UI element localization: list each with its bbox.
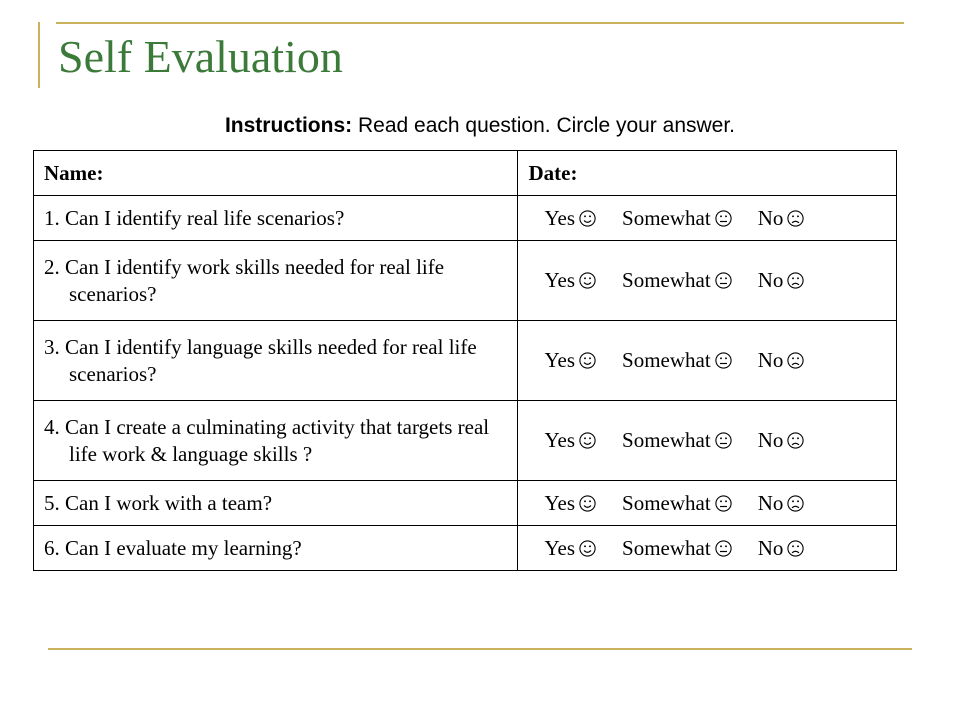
answer-yes[interactable] bbox=[544, 428, 596, 453]
name-cell[interactable]: Name: bbox=[34, 151, 518, 196]
question-cell bbox=[34, 196, 518, 241]
answer-somewhat[interactable] bbox=[622, 268, 732, 293]
question-text: 5. Can I work with a team? bbox=[44, 490, 273, 515]
answer-options bbox=[528, 428, 886, 453]
answer-label: Somewhat bbox=[622, 490, 711, 515]
question-text: 1. Can I identify real life scenarios? bbox=[44, 205, 345, 230]
decorative-bottom-line bbox=[48, 648, 912, 650]
answer-label: Somewhat bbox=[622, 348, 711, 372]
date-cell[interactable]: Date: bbox=[518, 151, 897, 196]
answer-no[interactable] bbox=[758, 491, 805, 516]
sad-face-icon bbox=[787, 540, 804, 557]
answer-label: No bbox=[757, 348, 784, 372]
sad-face-icon bbox=[787, 432, 804, 449]
sad-face-icon bbox=[787, 272, 804, 289]
smiley-face-icon bbox=[579, 210, 596, 227]
answer-label: No bbox=[757, 205, 784, 230]
decorative-top-line bbox=[56, 22, 904, 24]
answer-options bbox=[528, 268, 886, 293]
neutral-face-icon bbox=[715, 432, 732, 449]
neutral-face-icon bbox=[715, 272, 732, 289]
table-row bbox=[34, 321, 897, 401]
answer-label: Somewhat bbox=[622, 428, 711, 452]
question-text: 3. Can I identify language skills needed for real life scenarios? bbox=[44, 335, 477, 386]
sad-face-icon bbox=[787, 495, 804, 512]
answer-somewhat[interactable] bbox=[622, 206, 732, 231]
answer-yes[interactable] bbox=[544, 348, 596, 373]
instructions bbox=[0, 114, 960, 138]
answer-label: Somewhat bbox=[622, 205, 711, 230]
answer-label: Yes bbox=[544, 535, 576, 560]
smiley-face-icon bbox=[579, 352, 596, 369]
answer-label: No bbox=[757, 535, 784, 560]
question-text: 2. Can I identify work skills needed for real life scenarios? bbox=[44, 255, 445, 306]
table-row bbox=[34, 241, 897, 321]
answer-cell bbox=[518, 321, 897, 401]
answer-label: No bbox=[757, 428, 784, 452]
answer-no[interactable] bbox=[758, 428, 805, 453]
answer-cell bbox=[518, 241, 897, 321]
answer-label: Yes bbox=[544, 490, 576, 515]
instructions-text: Read each question. Circle your answer. bbox=[352, 114, 736, 137]
question-cell bbox=[34, 526, 518, 571]
table-row bbox=[34, 526, 897, 571]
answer-somewhat[interactable] bbox=[622, 491, 732, 516]
answer-somewhat[interactable] bbox=[622, 348, 732, 373]
neutral-face-icon bbox=[715, 210, 732, 227]
answer-cell bbox=[518, 401, 897, 481]
answer-label: Yes bbox=[544, 268, 576, 292]
answer-options bbox=[528, 206, 886, 231]
smiley-face-icon bbox=[579, 432, 596, 449]
answer-yes[interactable] bbox=[544, 536, 596, 561]
sad-face-icon bbox=[787, 210, 804, 227]
answer-somewhat[interactable] bbox=[622, 536, 732, 561]
question-cell bbox=[34, 321, 518, 401]
answer-label: Yes bbox=[544, 348, 576, 372]
answer-label: Somewhat bbox=[622, 535, 711, 560]
question-text: 6. Can I evaluate my learning? bbox=[44, 535, 302, 560]
neutral-face-icon bbox=[715, 540, 732, 557]
answer-yes[interactable] bbox=[544, 206, 596, 231]
answer-yes[interactable] bbox=[544, 491, 596, 516]
answer-label: Yes bbox=[544, 205, 576, 230]
answer-options bbox=[528, 536, 886, 561]
instructions-label: Instructions: bbox=[224, 114, 353, 137]
decorative-left-line bbox=[38, 22, 40, 88]
answer-options bbox=[528, 491, 886, 516]
answer-cell bbox=[518, 196, 897, 241]
question-cell bbox=[34, 241, 518, 321]
answer-no[interactable] bbox=[758, 268, 805, 293]
question-text: 4. Can I create a culminating activity that targets real life work & language skills ? bbox=[44, 415, 490, 466]
smiley-face-icon bbox=[579, 495, 596, 512]
answer-label: No bbox=[757, 490, 784, 515]
question-cell bbox=[34, 481, 518, 526]
answer-no[interactable] bbox=[758, 348, 805, 373]
sad-face-icon bbox=[787, 352, 804, 369]
answer-label: Yes bbox=[544, 428, 576, 452]
answer-no[interactable] bbox=[758, 206, 805, 231]
table-row bbox=[34, 401, 897, 481]
table-row bbox=[34, 481, 897, 526]
neutral-face-icon bbox=[715, 352, 732, 369]
answer-yes[interactable] bbox=[544, 268, 596, 293]
answer-cell bbox=[518, 481, 897, 526]
answer-somewhat[interactable] bbox=[622, 428, 732, 453]
smiley-face-icon bbox=[579, 272, 596, 289]
table-header-row bbox=[34, 151, 897, 196]
slide-title: Self Evaluation bbox=[58, 31, 343, 82]
answer-label: No bbox=[757, 268, 784, 292]
answer-cell bbox=[518, 526, 897, 571]
table-row bbox=[34, 196, 897, 241]
question-cell bbox=[34, 401, 518, 481]
answer-no[interactable] bbox=[758, 536, 805, 561]
neutral-face-icon bbox=[715, 495, 732, 512]
answer-options bbox=[528, 348, 886, 373]
evaluation-table bbox=[33, 150, 897, 571]
answer-label: Somewhat bbox=[622, 268, 711, 292]
smiley-face-icon bbox=[579, 540, 596, 557]
